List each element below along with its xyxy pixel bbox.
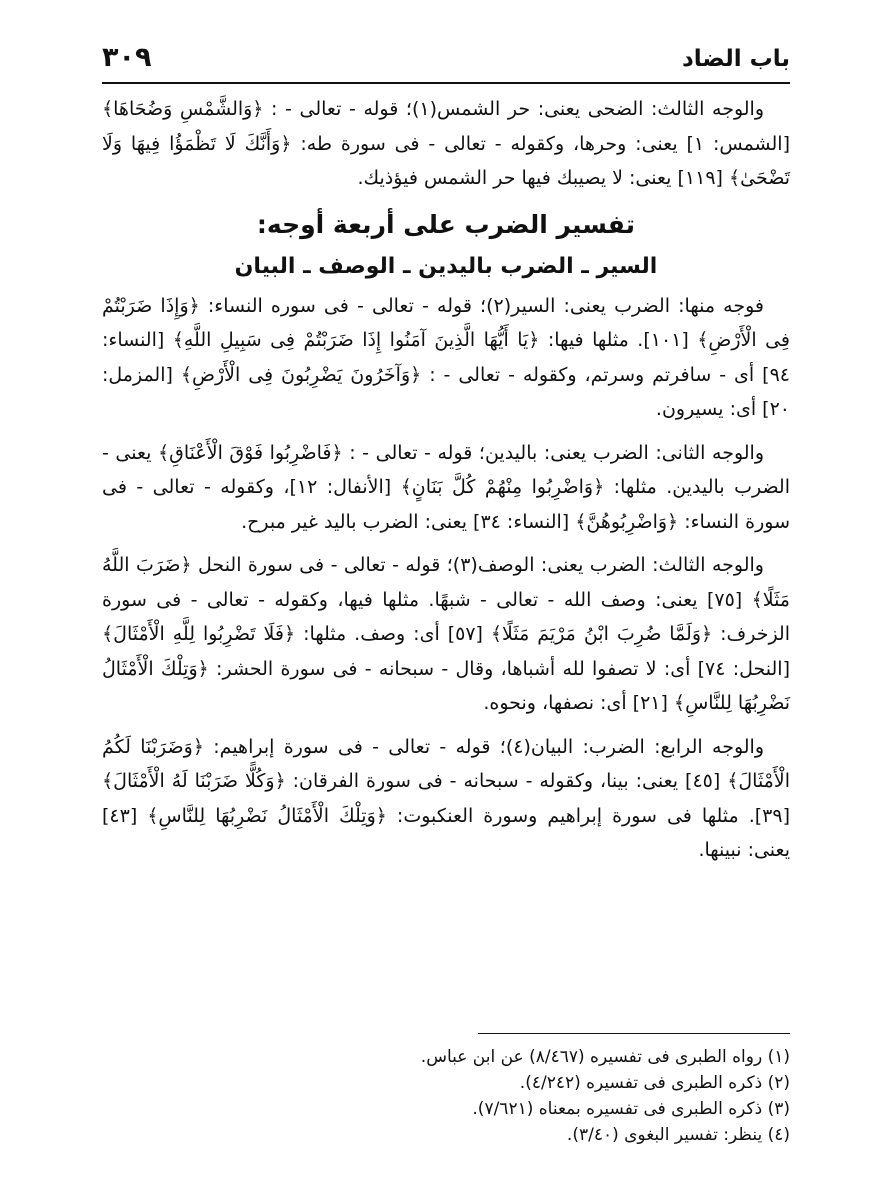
- paragraph-first-meaning: فوجه منها: الضرب يعنى: السير(٢)؛ قوله - تعالى - فى سوره النساء: ﴿وَإِذَا ضَرَبْتُمْ فِى الْأَرْضِ﴾ [١٠١]. مثلها فيها: ﴿يَا أَيُّهَا الَّذِينَ آمَنُوا إِذَا ضَرَبْتُمْ فِى سَبِيلِ اللَّهِ﴾ [النساء: ٩٤] أى - سافرتم وسرتم، وكقوله - تعالى - : ﴿وَآخَرُونَ يَضْرِبُونَ فِى الْأَرْضِ﴾ [المزمل: ٢٠] أى: يسيرون.: [102, 294, 790, 420]
- footnote-1: (١) رواه الطبرى فى تفسيره (٨/٤٦٧) عن ابن عباس.: [420, 1047, 790, 1067]
- section-subheading: السير ـ الضرب باليدين ـ الوصف ـ البيان: [234, 253, 658, 279]
- page-header: [102, 38, 790, 84]
- paragraph-duha: والوجه الثالث: الضحى يعنى: حر الشمس(١)؛ قوله - تعالى - : ﴿وَالشَّمْسِ وَضُحَاهَا﴾ [الشمس: ١] يعنى: وحرها، وكقوله - تعالى - فى سورة طه: ﴿وَأَنَّكَ لَا تَظْمَؤُا فِيهَا وَلَا تَضْحَىٰ﴾ [١١٩] يعنى: لا يصيبك فيها حر الشمس فيؤذيك.: [102, 98, 790, 189]
- footnotes: [102, 1044, 790, 1148]
- paragraph-third-meaning: والوجه الثالث: الضرب يعنى: الوصف(٣)؛ قوله - تعالى - فى سورة النحل ﴿ضَرَبَ اللَّهُ مَثَلًا﴾ [٧٥] يعنى: وصف الله - تعالى - شبهًا. مثلها فيها، وكقوله - تعالى - فى سورة الزخرف: ﴿وَلَمَّا ضُرِبَ ابْنُ مَرْيَمَ مَثَلًا﴾ [٥٧] أى: وصف. مثلها: ﴿فَلَا تَضْرِبُوا لِلَّهِ الْأَمْثَالَ﴾ [النحل: ٧٤] أى: لا تصفوا لله أشباها، وقال - سبحانه - فى سورة الحشر: ﴿وَتِلْكَ الْأَمْثَالُ نَضْرِبُهَا لِلنَّاسِ﴾ [٢١] أى: نصفها، ونحوه.: [102, 554, 791, 714]
- footnote-2: (٢) ذكره الطبرى فى تفسيره (٤/٢٤٢).: [519, 1073, 790, 1093]
- footnote-4: (٤) ينظر: تفسير البغوى (٣/٤٠).: [566, 1125, 790, 1145]
- footnote-divider: [478, 1033, 790, 1034]
- chapter-title: باب الضاد: [681, 46, 790, 72]
- paragraph-second-meaning: والوجه الثانى: الضرب يعنى: باليدين؛ قوله - تعالى - : ﴿فَاضْرِبُوا فَوْقَ الْأَعْنَاقِ﴾ يعنى - الضرب باليدين. مثلها: ﴿وَاضْرِبُوا مِنْهُمْ كُلَّ بَنَانٍ﴾ [الأنفال: ١٢]، وكقوله - تعالى - فى سورة النساء: ﴿وَاضْرِبُوهُنَّ﴾ [النساء: ٣٤] يعنى: الضرب باليد غير مبرح.: [102, 441, 790, 533]
- page-number: ٣٠٩: [102, 42, 152, 73]
- page-body: [102, 92, 790, 877]
- section-heading: تفسير الضرب على أربعة أوجه:: [256, 209, 636, 239]
- paragraph-fourth-meaning: والوجه الرابع: الضرب: البيان(٤)؛ قوله - تعالى - فى سورة إبراهيم: ﴿وَضَرَبْنَا لَكُمُ الْأَمْثَالَ﴾ [٤٥] يعنى: بينا، وكقوله - سبحانه - فى سورة الفرقان: ﴿وَكُلًّا ضَرَبْنَا لَهُ الْأَمْثَالَ﴾ [٣٩]. مثلها فى سورة إبراهيم وسورة العنكبوت: ﴿وَتِلْكَ الْأَمْثَالُ نَضْرِبُهَا لِلنَّاسِ﴾ [٤٣] يعنى: نبينها.: [102, 735, 790, 861]
- footnote-3: (٣) ذكره الطبرى فى تفسيره بمعناه (٧/٦٢١).: [472, 1099, 790, 1119]
